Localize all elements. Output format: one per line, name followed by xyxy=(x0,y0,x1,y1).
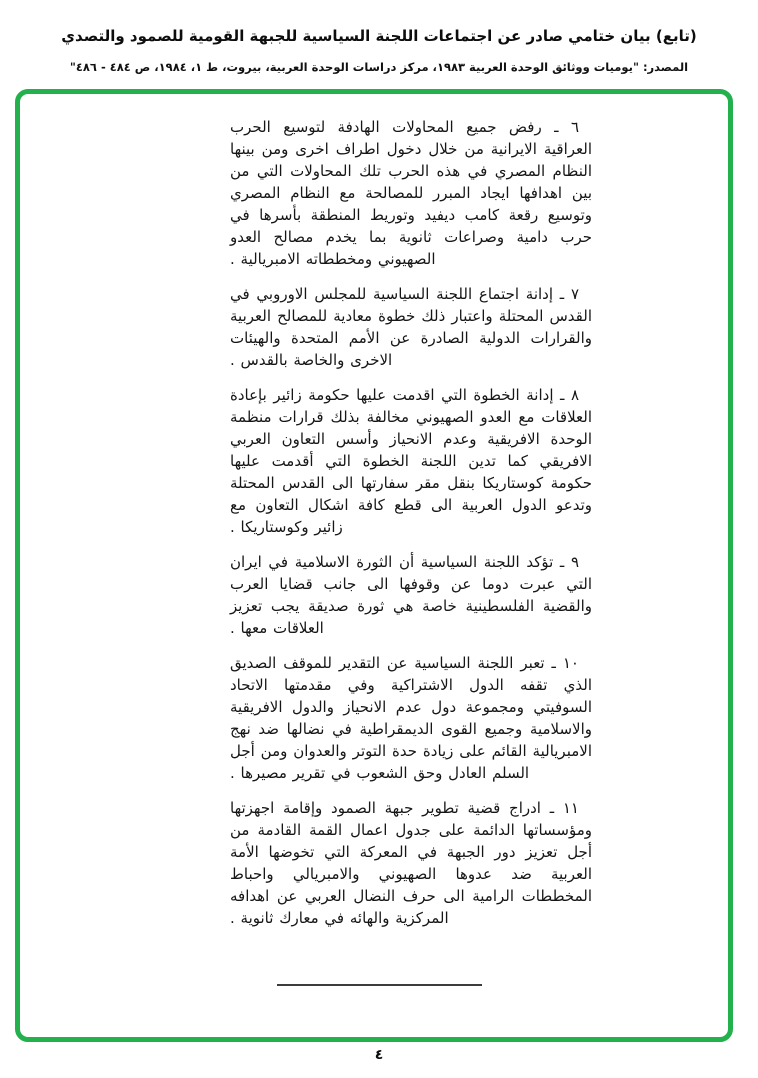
end-of-text-rule xyxy=(277,984,482,986)
document-title: (تابع) بيان ختامي صادر عن اجتماعات اللجنة السياسية للجبهة القومية للصمود والتصدي xyxy=(61,27,697,45)
paragraph-10: ١٠ ـ تعبر اللجنة السياسية عن التقدير للموقف الصديق الذي تقفه الدول الاشتراكية وفي مقدمتها الاتحاد السوفيتي ومجموعة دول عدم الانحياز والدول الافريقية والاسلامية وجميع القوى الديمقراطية في نضالها ضد نهج الامبريالية القائم على زيادة حدة التوتر والعدوان ومن أجل السلم العادل وحق الشعوب في تقرير مصيرها . xyxy=(230,654,592,782)
paragraph-7: ٧ ـ إدانة اجتماع اللجنة السياسية للمجلس الاوروبي في القدس المحتلة واعتبار ذلك خطوة معادية للمصالح العربية والقرارات الدولية الصادرة عن الأمم المتحدة والهيئات الاخرى والخاصة بالقدس . xyxy=(230,285,592,369)
page-number: ٤ xyxy=(374,1047,384,1063)
paragraph-6: ٦ ـ رفض جميع المحاولات الهادفة لتوسيع الحرب العراقية الايرانية من خلال دخول اطراف اخرى ومن بينها النظام المصري في هذه الحرب تلك المحاولات التي من بين اهدافها ايجاد المبرر للمصالحة مع النظام المصري وتوسيع رقعة كامب ديفيد وتوريط المنطقة بأسرها في حرب دامية وصراعات ثانوية بما يخدم مصالح العدو الصهيوني ومخططاته الامبريالية . xyxy=(230,118,592,268)
paragraph-11: ١١ ـ ادراج قضية تطوير جبهة الصمود وإقامة اجهزتها ومؤسساتها الدائمة على جدول اعمال القمة القادمة من أجل تعزيز دور الجبهة في المعركة التي تخوضها الأمة العربية ضد عدوها الصهيوني والامبريالي واحباط المخططات الرامية الى حرف النضال العربي عن اهدافه المركزية والهائه في معارك ثانوية . xyxy=(230,799,592,927)
paragraph-9: ٩ ـ تؤكد اللجنة السياسية أن الثورة الاسلامية في ايران التي عبرت دوما عن وقوفها الى جانب قضايا العرب والقضية الفلسطينية خاصة هي ثورة صديقة يجب تعزيز العلاقات معها . xyxy=(230,553,592,637)
document-source-line: المصدر: "يوميات ووثائق الوحدة العربية ١٩٨٣، مركز دراسات الوحدة العربية، بيروت، ط ١، ١٩٨٤، ص ٤٨٤ - ٤٨٦" xyxy=(69,60,689,74)
paragraph-8: ٨ ـ إدانة الخطوة التي اقدمت عليها حكومة زائير بإعادة العلاقات مع العدو الصهيوني مخالفة بذلك قرارات منظمة الوحدة الافريقية وعدم الانحياز وأسس التعاون العربي الافريقي كما تدين اللجنة الخطوة التي أقدمت عليها حكومة كوستاريكا بنقل مقر سفارتها الى القدس المحتلة وتدعو الدول العربية الى قطع كافة اشكال التعاون مع زائير وكوستاريكا . xyxy=(230,386,592,536)
body-text-column xyxy=(230,116,592,942)
